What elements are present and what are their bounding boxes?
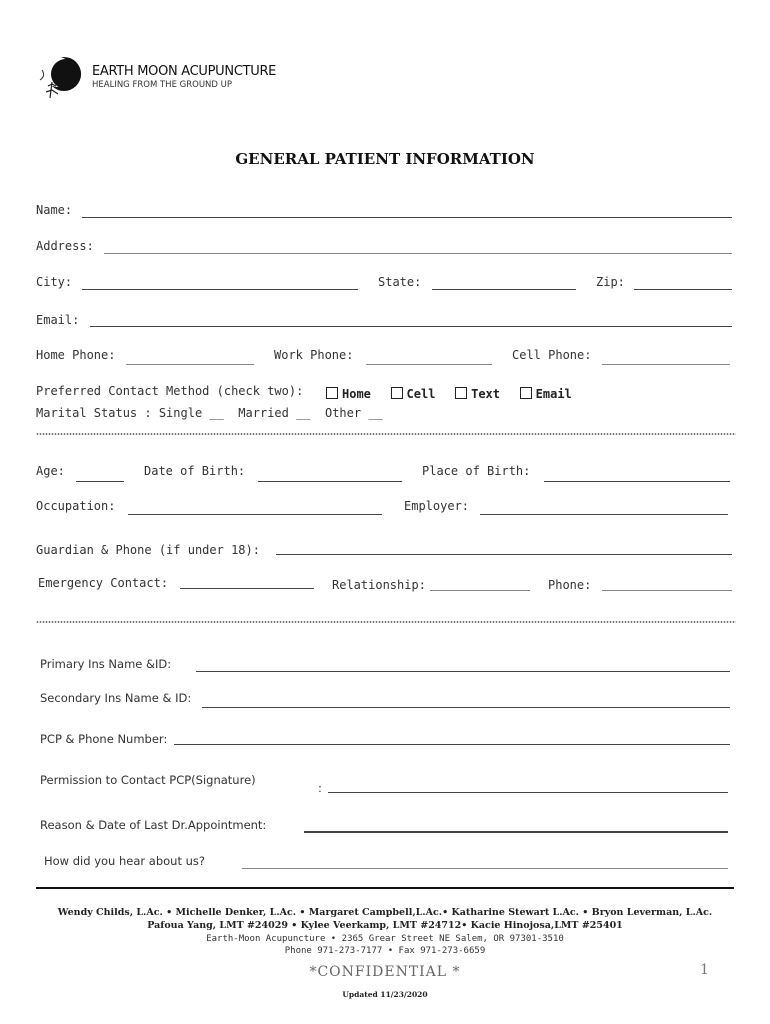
employer-label: Employer: [404, 499, 470, 513]
email-field[interactable] [90, 326, 732, 327]
pcp-field[interactable] [174, 744, 730, 745]
primary-ins-label: Primary Ins Name &ID: [40, 657, 172, 671]
home-phone-label: Home Phone: [36, 348, 116, 362]
city-label: City: [36, 275, 73, 289]
updated-date: Updated 11/23/2020 [342, 990, 428, 999]
emergency-contact-label: Emergency Contact: [38, 576, 169, 590]
permission-colon: : [318, 781, 322, 795]
divider-1 [36, 432, 736, 436]
relationship-label: Relationship: [332, 578, 426, 592]
address-label: Address: [36, 239, 94, 253]
cell-phone-label: Cell Phone: [512, 348, 592, 362]
emergency-phone-label: Phone: [548, 578, 592, 592]
marital-status[interactable]: Marital Status : Single __ Married __ Other __ [36, 406, 383, 420]
guardian-label: Guardian & Phone (if under 18): [36, 543, 260, 557]
contact-options [326, 383, 582, 402]
home-phone-field[interactable] [126, 364, 254, 365]
contact-cell-checkbox[interactable]: Cell [391, 383, 446, 402]
hear-about-label: How did you hear about us? [44, 854, 205, 868]
page-title: GENERAL PATIENT INFORMATION [235, 150, 535, 168]
preferred-contact-label: Preferred Contact Method (check two): [36, 384, 304, 398]
dob-field[interactable] [258, 481, 402, 482]
providers-line-2: Pafoua Yang, LMT #24029 • Kylee Veerkamp, LMT #24712• Kacie Hinojosa,LMT #25401 [147, 920, 623, 931]
secondary-ins-label: Secondary Ins Name & ID: [40, 691, 192, 705]
pob-label: Place of Birth: [422, 464, 531, 478]
page-number: 1 [700, 962, 709, 978]
permission-signature-field[interactable] [328, 792, 728, 793]
primary-ins-field[interactable] [196, 671, 730, 672]
work-phone-label: Work Phone: [274, 348, 354, 362]
clinic-address: Earth-Moon Acupuncture • 2365 Grear Street NE Salem, OR 97301-3510 [206, 934, 564, 944]
occupation-label: Occupation: [36, 499, 116, 513]
zip-field[interactable] [634, 289, 732, 290]
providers-line-1: Wendy Childs, L.Ac. • Michelle Denker, L.Ac. • Margaret Campbell,L.Ac.• Katharine Stewart L.Ac. • Bryon Leverman, L.Ac. [57, 907, 713, 918]
zip-label: Zip: [596, 275, 625, 289]
logo [36, 52, 296, 102]
relationship-field[interactable] [430, 590, 530, 591]
company-tagline: HEALING FROM THE GROUND UP [92, 80, 233, 90]
contact-email-checkbox[interactable]: Email [520, 383, 582, 402]
name-label: Name: [36, 203, 73, 217]
permission-label: Permission to Contact PCP(Signature) [40, 773, 256, 787]
occupation-field[interactable] [128, 514, 382, 515]
emergency-phone-field[interactable] [602, 590, 732, 591]
work-phone-field[interactable] [366, 364, 492, 365]
footer-rule [36, 887, 734, 889]
dob-label: Date of Birth: [144, 464, 246, 478]
address-field[interactable] [104, 253, 732, 254]
name-field[interactable] [82, 217, 732, 218]
confidential-label: *CONFIDENTIAL * [309, 964, 461, 980]
employer-field[interactable] [480, 514, 728, 515]
company-name: EARTH MOON ACUPUNCTURE [92, 64, 277, 79]
contact-home-checkbox[interactable]: Home [326, 383, 381, 402]
city-field[interactable] [82, 289, 358, 290]
reason-field[interactable] [304, 831, 728, 833]
divider-2 [36, 620, 736, 624]
clinic-phones: Phone 971-273-7177 • Fax 971-273-6659 [284, 946, 486, 956]
pcp-label: PCP & Phone Number: [40, 732, 168, 746]
age-label: Age: [36, 464, 65, 478]
hear-about-field[interactable] [242, 868, 728, 869]
emergency-contact-field[interactable] [180, 588, 314, 589]
email-label: Email: [36, 313, 80, 327]
moon-tree-icon [36, 52, 86, 102]
secondary-ins-field[interactable] [202, 707, 730, 708]
state-field[interactable] [432, 289, 576, 290]
guardian-field[interactable] [276, 554, 732, 555]
pob-field[interactable] [544, 481, 730, 482]
reason-label: Reason & Date of Last Dr.Appointment: [40, 818, 267, 832]
state-label: State: [378, 275, 422, 289]
age-field[interactable] [76, 481, 124, 482]
cell-phone-field[interactable] [602, 364, 730, 365]
contact-text-checkbox[interactable]: Text [455, 383, 510, 402]
